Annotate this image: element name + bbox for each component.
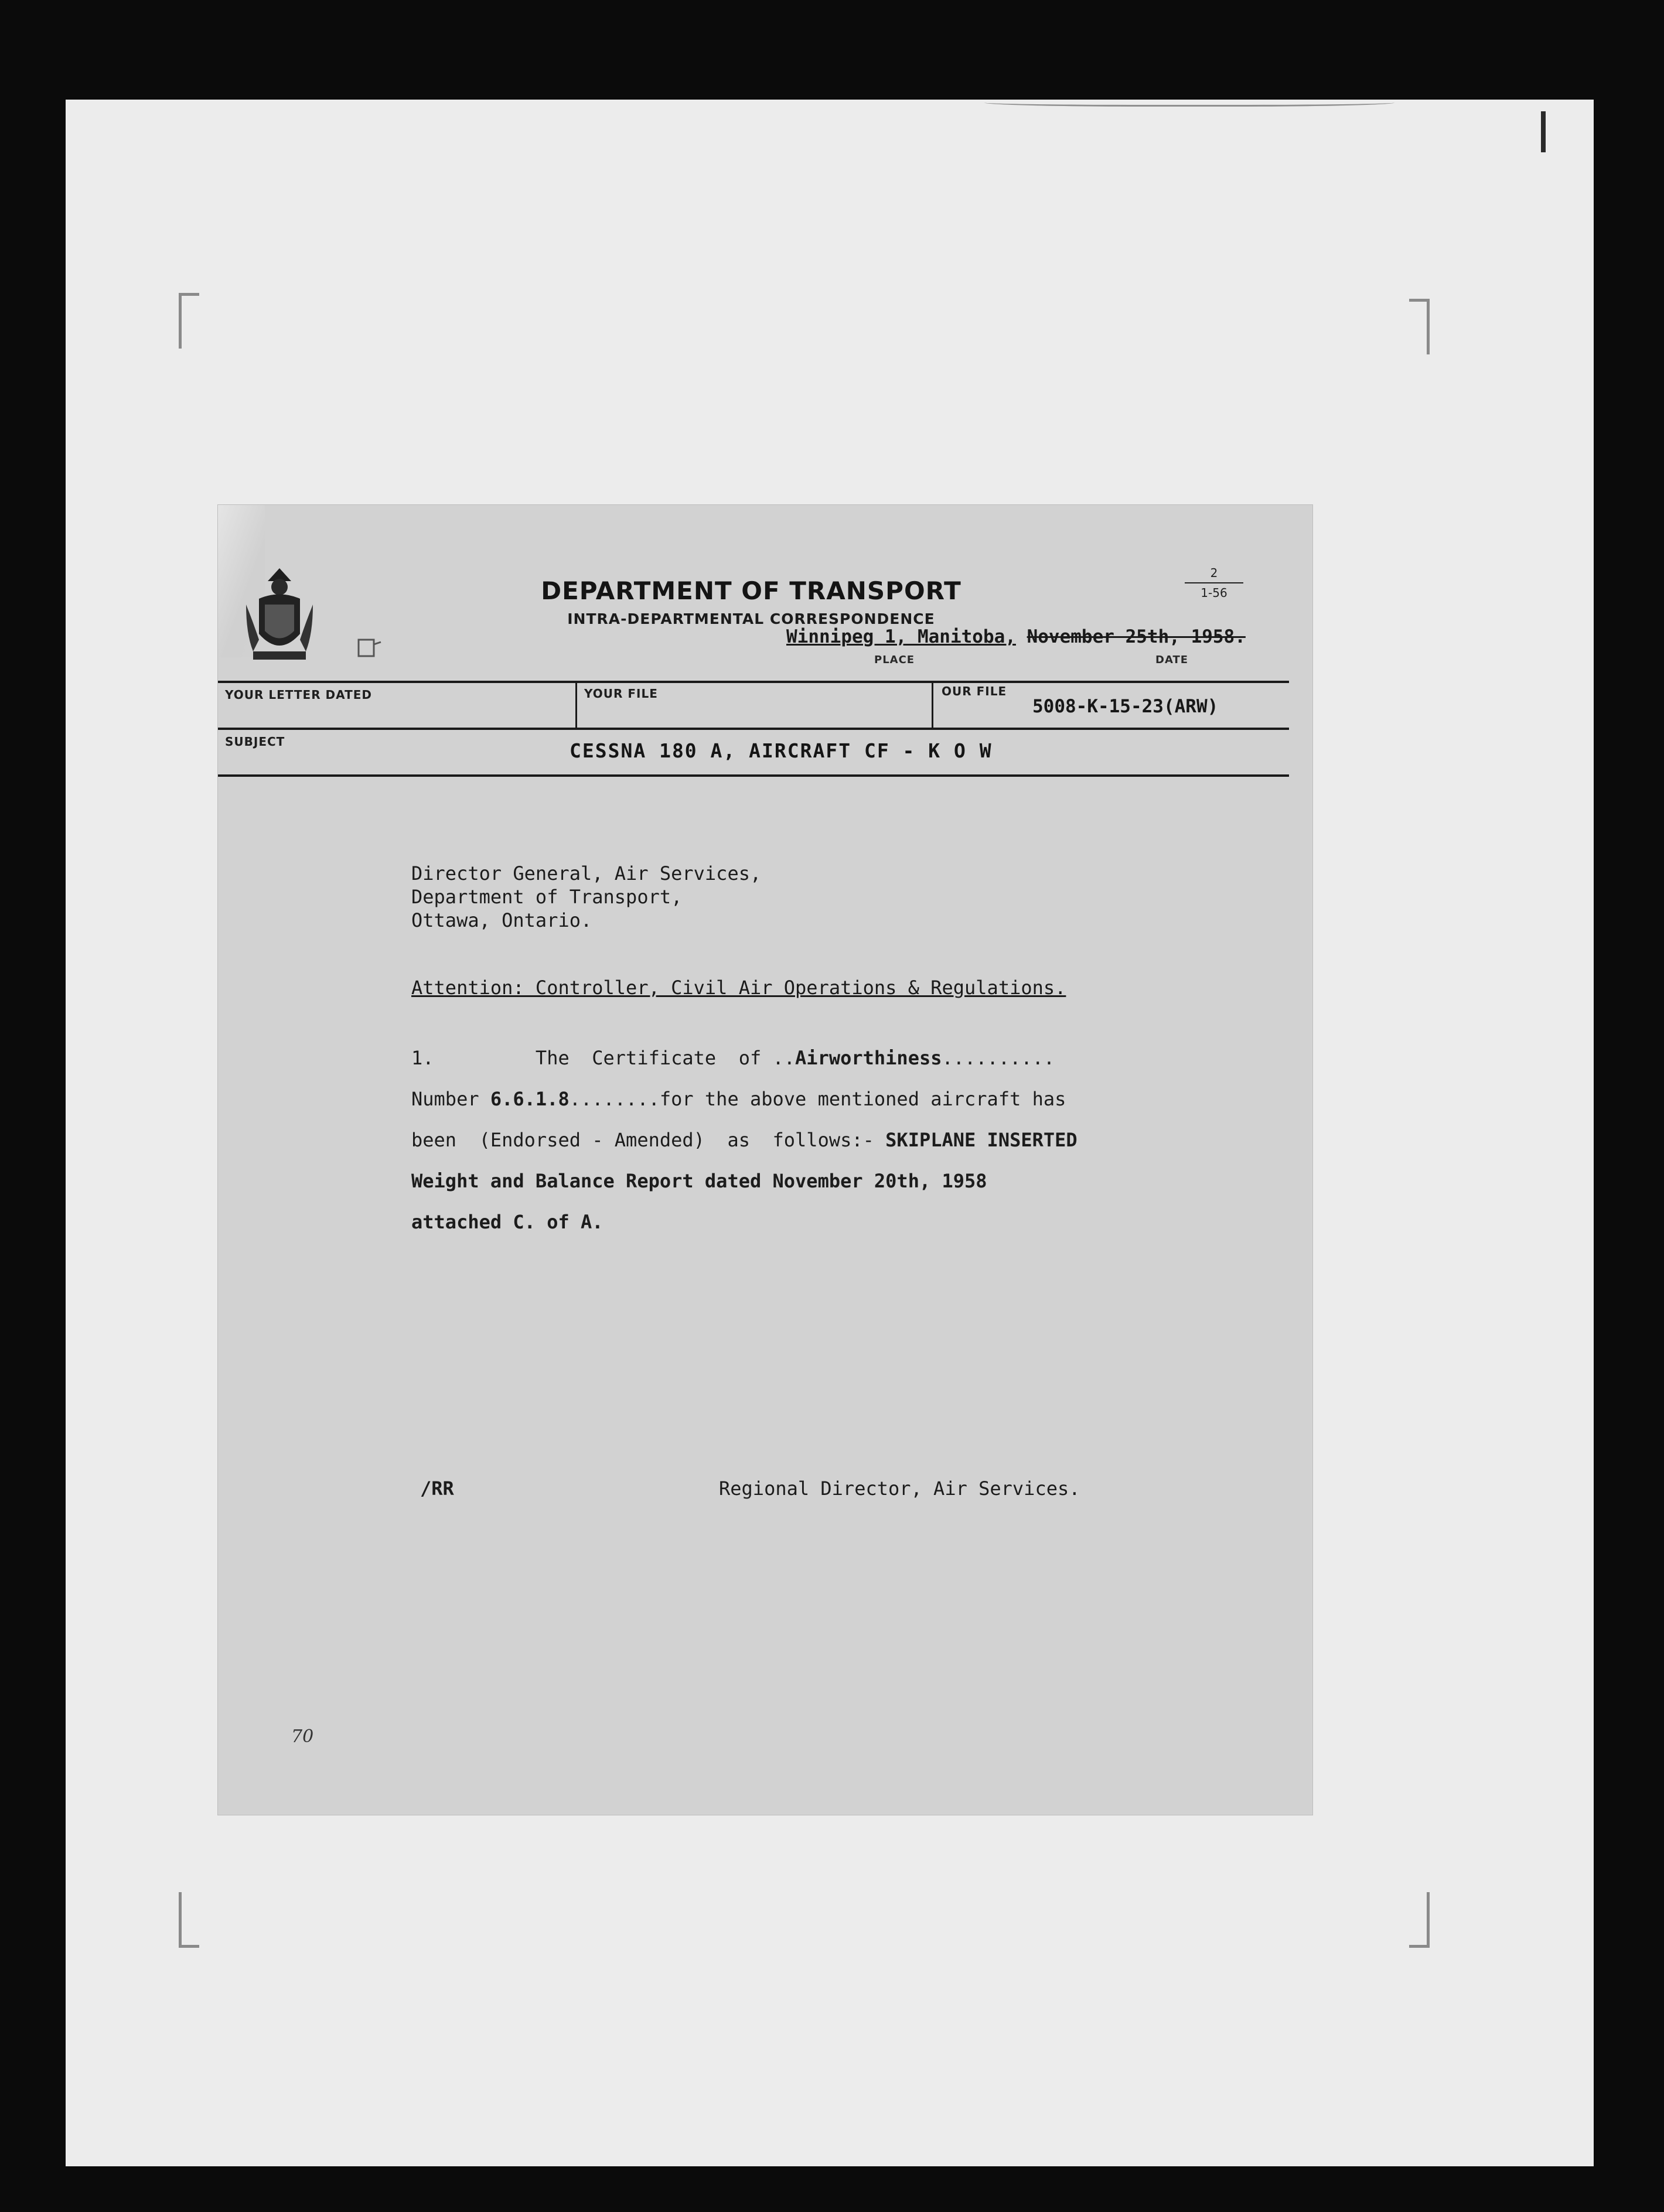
initials: /RR bbox=[420, 1477, 454, 1500]
paragraph-text: been (Endorsed - Amended) as follows:- bbox=[411, 1129, 886, 1151]
date-value: November 25th, 1958. bbox=[1027, 626, 1246, 647]
form-number bbox=[1185, 566, 1243, 600]
crop-mark-bottom-right bbox=[1409, 1892, 1430, 1948]
paperclip-icon bbox=[354, 633, 383, 662]
signatory: Regional Director, Air Services. bbox=[719, 1477, 1080, 1500]
paragraph-text: .......... bbox=[942, 1047, 1055, 1069]
memo-sheet bbox=[218, 505, 1312, 1815]
correspondence-subtitle: INTRA-DEPARTMENTAL CORRESPONDENCE bbox=[567, 610, 935, 627]
attention-line: Attention: Controller, Civil Air Operations & Regulations. bbox=[411, 977, 1066, 999]
divider bbox=[218, 774, 1289, 777]
subject-label: SUBJECT bbox=[225, 735, 285, 749]
divider bbox=[218, 681, 1289, 683]
addressee-line: Director General, Air Services, bbox=[411, 862, 762, 885]
pen-scribble bbox=[984, 97, 1394, 107]
form-number-value: 2 bbox=[1185, 566, 1243, 583]
divider bbox=[932, 681, 933, 729]
our-file-value: 5008-K-15-23(ARW) bbox=[1032, 696, 1219, 717]
paragraph-text: The Certificate of .. bbox=[535, 1047, 796, 1069]
crop-mark-top-left bbox=[179, 293, 199, 349]
handwritten-number: 70 bbox=[291, 1726, 314, 1747]
department-title: DEPARTMENT OF TRANSPORT bbox=[541, 576, 961, 605]
subject-value: CESSNA 180 A, AIRCRAFT CF - K O W bbox=[570, 739, 993, 762]
place-value: Winnipeg 1, Manitoba, bbox=[786, 626, 1016, 647]
filled-value: SKIPLANE INSERTED bbox=[885, 1129, 1077, 1151]
crop-mark-bottom-left bbox=[179, 1892, 199, 1948]
paragraph-line bbox=[411, 1129, 1077, 1151]
paragraph-line bbox=[411, 1047, 1055, 1069]
paragraph-line: attached C. of A. bbox=[411, 1211, 603, 1233]
form-revision: 1-56 bbox=[1201, 586, 1227, 600]
place-label: PLACE bbox=[874, 654, 915, 666]
your-letter-dated-label: YOUR LETTER DATED bbox=[225, 688, 372, 702]
paragraph-text: Number bbox=[411, 1088, 490, 1110]
crop-mark-top-right bbox=[1409, 299, 1430, 354]
divider bbox=[218, 728, 1289, 730]
place-date-line bbox=[786, 626, 1246, 647]
paragraph-text: ........for the above mentioned aircraft has bbox=[569, 1088, 1066, 1110]
divider bbox=[575, 682, 577, 729]
date-label: DATE bbox=[1155, 654, 1189, 666]
paragraph-line: Weight and Balance Report dated November 20th, 1958 bbox=[411, 1170, 987, 1192]
coat-of-arms-icon bbox=[241, 564, 318, 663]
edge-mark bbox=[1541, 111, 1546, 152]
paragraph-number: 1. bbox=[411, 1047, 434, 1069]
filled-value: 6.6.1.8 bbox=[490, 1088, 570, 1110]
your-file-label: YOUR FILE bbox=[584, 687, 658, 701]
paragraph-line bbox=[411, 1088, 1066, 1110]
filled-value: Airworthiness bbox=[795, 1047, 942, 1069]
our-file-label: OUR FILE bbox=[942, 684, 1007, 698]
addressee-line: Department of Transport, bbox=[411, 886, 683, 908]
addressee-line: Ottawa, Ontario. bbox=[411, 909, 592, 931]
